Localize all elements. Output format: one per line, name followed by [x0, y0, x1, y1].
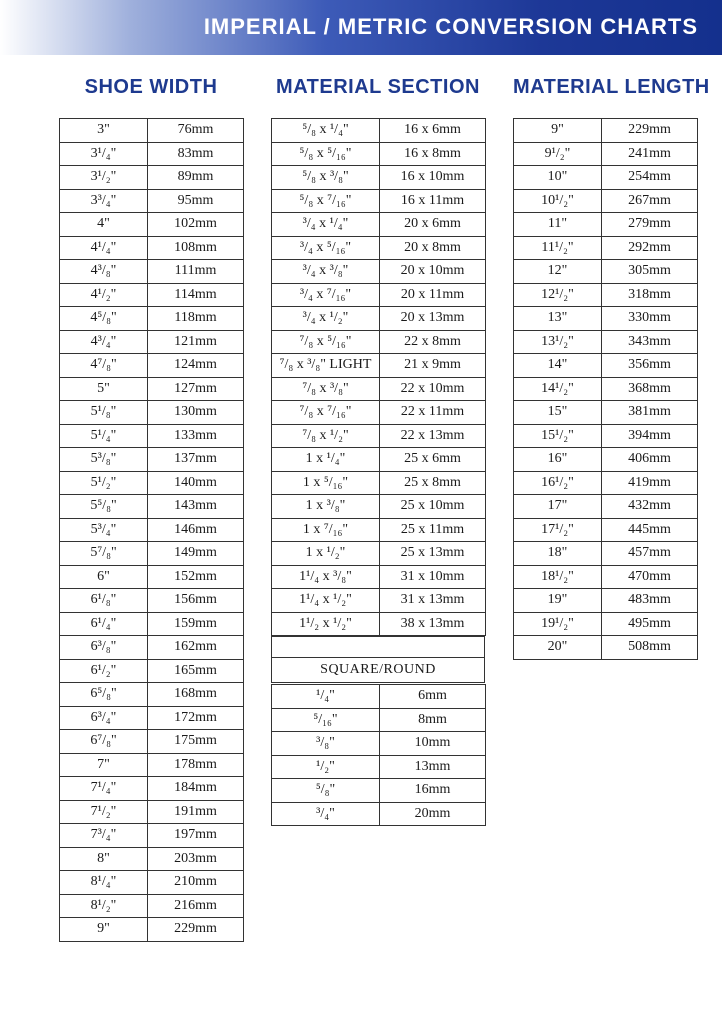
metric-cell: 111mm	[148, 260, 244, 284]
imperial-cell: ⁷/₈ x ⁷/₁₆"	[272, 401, 380, 425]
imperial-cell: ⁵/₈"	[272, 779, 380, 803]
imperial-cell: 6⁷/₈"	[60, 730, 148, 754]
table-row	[514, 448, 698, 472]
imperial-cell: 15¹/₂"	[514, 424, 602, 448]
table-row	[60, 471, 244, 495]
metric-cell: 305mm	[602, 260, 698, 284]
imperial-cell: 12¹/₂"	[514, 283, 602, 307]
table-row	[514, 495, 698, 519]
imperial-cell: 7¹/₂"	[60, 800, 148, 824]
metric-cell: 406mm	[602, 448, 698, 472]
metric-cell: 22 x 10mm	[380, 377, 486, 401]
imperial-cell: ³/₄ x ¹/₂"	[272, 307, 380, 331]
imperial-cell: ⁷/₈ x ³/₈"	[272, 377, 380, 401]
imperial-cell: 18¹/₂"	[514, 565, 602, 589]
metric-cell: 20 x 10mm	[380, 260, 486, 284]
table-row	[272, 685, 486, 709]
imperial-cell: 8¹/₄"	[60, 871, 148, 895]
table-row	[514, 283, 698, 307]
table-row	[514, 401, 698, 425]
table-row	[514, 636, 698, 660]
metric-cell: 102mm	[148, 213, 244, 237]
material-section-table	[271, 118, 486, 636]
imperial-cell: 10¹/₂"	[514, 189, 602, 213]
metric-cell: 137mm	[148, 448, 244, 472]
metric-cell: 16mm	[380, 779, 486, 803]
metric-cell: 432mm	[602, 495, 698, 519]
table-row	[60, 565, 244, 589]
imperial-cell: 4¹/₄"	[60, 236, 148, 260]
metric-cell: 172mm	[148, 706, 244, 730]
metric-cell: 16 x 8mm	[380, 142, 486, 166]
metric-cell: 175mm	[148, 730, 244, 754]
table-row	[60, 683, 244, 707]
table-row	[272, 612, 486, 636]
metric-cell: 16 x 11mm	[380, 189, 486, 213]
metric-cell: 118mm	[148, 307, 244, 331]
imperial-cell: 5⁷/₈"	[60, 542, 148, 566]
table-row	[60, 894, 244, 918]
metric-cell: 470mm	[602, 565, 698, 589]
metric-cell: 178mm	[148, 753, 244, 777]
metric-cell: 25 x 13mm	[380, 542, 486, 566]
imperial-cell: 5⁵/₈"	[60, 495, 148, 519]
metric-cell: 140mm	[148, 471, 244, 495]
imperial-cell: 5¹/₈"	[60, 401, 148, 425]
table-row	[272, 471, 486, 495]
table-row	[514, 471, 698, 495]
imperial-cell: 5³/₈"	[60, 448, 148, 472]
page-title: IMPERIAL / METRIC CONVERSION CHARTS	[203, 14, 698, 39]
table-row	[514, 542, 698, 566]
imperial-cell: 13"	[514, 307, 602, 331]
square-round-table	[271, 684, 486, 826]
metric-cell: 31 x 10mm	[380, 565, 486, 589]
table-row	[272, 260, 486, 284]
imperial-cell: 6¹/₄"	[60, 612, 148, 636]
metric-cell: 165mm	[148, 659, 244, 683]
table-row	[514, 424, 698, 448]
metric-cell: 16 x 10mm	[380, 166, 486, 190]
imperial-cell: ³/₄ x ⁵/₁₆"	[272, 236, 380, 260]
imperial-cell: 3"	[60, 119, 148, 143]
table-row	[60, 189, 244, 213]
metric-cell: 89mm	[148, 166, 244, 190]
metric-cell: 20mm	[380, 802, 486, 826]
imperial-cell: 1 x ¹/₄"	[272, 448, 380, 472]
table-row	[514, 166, 698, 190]
table-row	[60, 824, 244, 848]
imperial-cell: ³/₄ x ³/₈"	[272, 260, 380, 284]
metric-cell: 483mm	[602, 589, 698, 613]
table-row	[272, 166, 486, 190]
imperial-cell: 1¹/₂ x ¹/₂"	[272, 612, 380, 636]
imperial-cell: 7"	[60, 753, 148, 777]
imperial-cell: ³/₄"	[272, 802, 380, 826]
metric-cell: 368mm	[602, 377, 698, 401]
imperial-cell: 10"	[514, 166, 602, 190]
metric-cell: 25 x 11mm	[380, 518, 486, 542]
metric-cell: 203mm	[148, 847, 244, 871]
metric-cell: 279mm	[602, 213, 698, 237]
imperial-cell: ¹/₂"	[272, 755, 380, 779]
metric-cell: 241mm	[602, 142, 698, 166]
table-row	[272, 779, 486, 803]
metric-cell: 394mm	[602, 424, 698, 448]
table-row	[60, 918, 244, 942]
imperial-cell: 3¹/₂"	[60, 166, 148, 190]
metric-cell: 25 x 6mm	[380, 448, 486, 472]
imperial-cell: 9"	[514, 119, 602, 143]
table-row	[60, 448, 244, 472]
table-row	[60, 142, 244, 166]
metric-cell: 16 x 6mm	[380, 119, 486, 143]
imperial-cell: 4⁷/₈"	[60, 354, 148, 378]
imperial-cell: 8¹/₂"	[60, 894, 148, 918]
metric-cell: 210mm	[148, 871, 244, 895]
imperial-cell: ¹/₄"	[272, 685, 380, 709]
metric-cell: 20 x 8mm	[380, 236, 486, 260]
metric-cell: 162mm	[148, 636, 244, 660]
imperial-cell: 20"	[514, 636, 602, 660]
table-row	[272, 307, 486, 331]
table-row	[514, 142, 698, 166]
table-row	[60, 260, 244, 284]
table-row	[60, 730, 244, 754]
imperial-cell: ⁵/₈ x ⁵/₁₆"	[272, 142, 380, 166]
metric-cell: 143mm	[148, 495, 244, 519]
imperial-cell: 19"	[514, 589, 602, 613]
table-row	[60, 800, 244, 824]
table-row	[60, 612, 244, 636]
table-row	[272, 213, 486, 237]
metric-cell: 25 x 10mm	[380, 495, 486, 519]
metric-cell: 6mm	[380, 685, 486, 709]
table-row	[60, 542, 244, 566]
table-row	[60, 495, 244, 519]
metric-cell: 108mm	[148, 236, 244, 260]
blank-row	[272, 637, 485, 658]
imperial-cell: 14¹/₂"	[514, 377, 602, 401]
imperial-cell: ³/₄ x ¹/₄"	[272, 213, 380, 237]
metric-cell: 127mm	[148, 377, 244, 401]
table-row	[272, 708, 486, 732]
table-row	[272, 424, 486, 448]
imperial-cell: 4³/₄"	[60, 330, 148, 354]
table-row	[60, 589, 244, 613]
metric-cell: 318mm	[602, 283, 698, 307]
metric-cell: 146mm	[148, 518, 244, 542]
table-row	[514, 119, 698, 143]
table-row	[60, 236, 244, 260]
imperial-cell: 11¹/₂"	[514, 236, 602, 260]
shoe-width-table	[59, 118, 244, 942]
metric-cell: 22 x 11mm	[380, 401, 486, 425]
table-row	[272, 448, 486, 472]
table-row	[272, 542, 486, 566]
metric-cell: 267mm	[602, 189, 698, 213]
metric-cell: 38 x 13mm	[380, 612, 486, 636]
imperial-cell: 5³/₄"	[60, 518, 148, 542]
imperial-cell: ⁷/₈ x ¹/₂"	[272, 424, 380, 448]
imperial-cell: 16¹/₂"	[514, 471, 602, 495]
metric-cell: 22 x 8mm	[380, 330, 486, 354]
material-section-heading: MATERIAL SECTION	[276, 76, 480, 98]
table-row	[514, 213, 698, 237]
square-round-heading-row	[272, 658, 485, 683]
metric-cell: 21 x 9mm	[380, 354, 486, 378]
imperial-cell: 11"	[514, 213, 602, 237]
metric-cell: 330mm	[602, 307, 698, 331]
table-row	[60, 753, 244, 777]
imperial-cell: 13¹/₂"	[514, 330, 602, 354]
metric-cell: 20 x 11mm	[380, 283, 486, 307]
imperial-cell: 6³/₄"	[60, 706, 148, 730]
metric-cell: 20 x 6mm	[380, 213, 486, 237]
table-row	[272, 589, 486, 613]
metric-cell: 381mm	[602, 401, 698, 425]
imperial-cell: 5¹/₄"	[60, 424, 148, 448]
metric-cell: 25 x 8mm	[380, 471, 486, 495]
metric-cell: 22 x 13mm	[380, 424, 486, 448]
table-row	[272, 354, 486, 378]
table-row	[60, 424, 244, 448]
imperial-cell: ³/₈"	[272, 732, 380, 756]
metric-cell: 216mm	[148, 894, 244, 918]
imperial-cell: 3³/₄"	[60, 189, 148, 213]
imperial-cell: 6¹/₈"	[60, 589, 148, 613]
table-row	[272, 755, 486, 779]
imperial-cell: 8"	[60, 847, 148, 871]
imperial-cell: 1 x ³/₈"	[272, 495, 380, 519]
metric-cell: 31 x 13mm	[380, 589, 486, 613]
table-row	[60, 330, 244, 354]
table-row	[60, 871, 244, 895]
table-row	[514, 612, 698, 636]
imperial-cell: 6¹/₂"	[60, 659, 148, 683]
metric-cell: 130mm	[148, 401, 244, 425]
imperial-cell: 18"	[514, 542, 602, 566]
imperial-cell: 1¹/₄ x ³/₈"	[272, 565, 380, 589]
imperial-cell: ⁵/₈ x ¹/₄"	[272, 119, 380, 143]
metric-cell: 95mm	[148, 189, 244, 213]
imperial-cell: 7³/₄"	[60, 824, 148, 848]
metric-cell: 343mm	[602, 330, 698, 354]
table-row	[272, 189, 486, 213]
imperial-cell: 19¹/₂"	[514, 612, 602, 636]
metric-cell: 114mm	[148, 283, 244, 307]
imperial-cell: 6³/₈"	[60, 636, 148, 660]
header-banner	[0, 0, 722, 55]
imperial-cell: 9"	[60, 918, 148, 942]
table-row	[272, 495, 486, 519]
metric-cell: 149mm	[148, 542, 244, 566]
imperial-cell: 14"	[514, 354, 602, 378]
table-row	[60, 283, 244, 307]
metric-cell: 83mm	[148, 142, 244, 166]
imperial-cell: 12"	[514, 260, 602, 284]
imperial-cell: ⁵/₈ x ⁷/₁₆"	[272, 189, 380, 213]
metric-cell: 20 x 13mm	[380, 307, 486, 331]
imperial-cell: 16"	[514, 448, 602, 472]
table-row	[60, 307, 244, 331]
table-row	[272, 518, 486, 542]
metric-cell: 152mm	[148, 565, 244, 589]
metric-cell: 197mm	[148, 824, 244, 848]
table-row	[272, 565, 486, 589]
metric-cell: 356mm	[602, 354, 698, 378]
table-row	[272, 732, 486, 756]
metric-cell: 191mm	[148, 800, 244, 824]
metric-cell: 254mm	[602, 166, 698, 190]
metric-cell: 495mm	[602, 612, 698, 636]
metric-cell: 156mm	[148, 589, 244, 613]
imperial-cell: ⁵/₈ x ³/₈"	[272, 166, 380, 190]
imperial-cell: ⁷/₈ x ³/₈" LIGHT	[272, 354, 380, 378]
table-row	[514, 236, 698, 260]
table-row	[272, 330, 486, 354]
metric-cell: 8mm	[380, 708, 486, 732]
metric-cell: 445mm	[602, 518, 698, 542]
imperial-cell: 1 x ⁷/₁₆"	[272, 518, 380, 542]
imperial-cell: 7¹/₄"	[60, 777, 148, 801]
metric-cell: 121mm	[148, 330, 244, 354]
table-row	[60, 119, 244, 143]
imperial-cell: 6"	[60, 565, 148, 589]
imperial-cell: 5"	[60, 377, 148, 401]
table-row	[60, 518, 244, 542]
table-row	[272, 142, 486, 166]
imperial-cell: 17"	[514, 495, 602, 519]
imperial-cell: 3¹/₄"	[60, 142, 148, 166]
table-row	[514, 189, 698, 213]
table-row	[60, 706, 244, 730]
table-row	[514, 307, 698, 331]
imperial-cell: 4³/₈"	[60, 260, 148, 284]
table-row	[60, 636, 244, 660]
material-length-heading: MATERIAL LENGTH	[513, 76, 710, 98]
imperial-cell: 1 x ⁵/₁₆"	[272, 471, 380, 495]
table-row	[514, 377, 698, 401]
table-row	[514, 354, 698, 378]
table-row	[272, 377, 486, 401]
metric-cell: 508mm	[602, 636, 698, 660]
imperial-cell: 6⁵/₈"	[60, 683, 148, 707]
square-round-heading: SQUARE/ROUND	[272, 658, 485, 683]
metric-cell: 168mm	[148, 683, 244, 707]
metric-cell: 13mm	[380, 755, 486, 779]
table-row	[60, 354, 244, 378]
imperial-cell: ³/₄ x ⁷/₁₆"	[272, 283, 380, 307]
metric-cell: 133mm	[148, 424, 244, 448]
metric-cell: 292mm	[602, 236, 698, 260]
imperial-cell: 17¹/₂"	[514, 518, 602, 542]
table-row	[514, 518, 698, 542]
metric-cell: 184mm	[148, 777, 244, 801]
table-row	[514, 565, 698, 589]
imperial-cell: 5¹/₂"	[60, 471, 148, 495]
metric-cell: 159mm	[148, 612, 244, 636]
table-row	[272, 119, 486, 143]
metric-cell: 124mm	[148, 354, 244, 378]
table-row	[272, 401, 486, 425]
metric-cell: 76mm	[148, 119, 244, 143]
table-row	[60, 847, 244, 871]
imperial-cell: 4⁵/₈"	[60, 307, 148, 331]
metric-cell: 457mm	[602, 542, 698, 566]
imperial-cell: ⁵/₁₆"	[272, 708, 380, 732]
table-row	[60, 777, 244, 801]
material-length-table	[513, 118, 698, 660]
table-row	[514, 589, 698, 613]
table-row	[272, 236, 486, 260]
imperial-cell: 1¹/₄ x ¹/₂"	[272, 589, 380, 613]
table-row	[272, 802, 486, 826]
imperial-cell: 1 x ¹/₂"	[272, 542, 380, 566]
material-section-spacer	[271, 636, 485, 683]
metric-cell: 419mm	[602, 471, 698, 495]
table-row	[60, 401, 244, 425]
table-row	[60, 659, 244, 683]
table-row	[514, 330, 698, 354]
metric-cell: 229mm	[148, 918, 244, 942]
imperial-cell: 4"	[60, 213, 148, 237]
imperial-cell: 4¹/₂"	[60, 283, 148, 307]
shoe-width-heading: SHOE WIDTH	[84, 76, 218, 98]
table-row	[60, 377, 244, 401]
table-row	[60, 213, 244, 237]
imperial-cell: ⁷/₈ x ⁵/₁₆"	[272, 330, 380, 354]
imperial-cell: 15"	[514, 401, 602, 425]
table-row	[272, 283, 486, 307]
metric-cell: 229mm	[602, 119, 698, 143]
table-row	[514, 260, 698, 284]
imperial-cell: 9¹/₂"	[514, 142, 602, 166]
table-row	[60, 166, 244, 190]
metric-cell: 10mm	[380, 732, 486, 756]
